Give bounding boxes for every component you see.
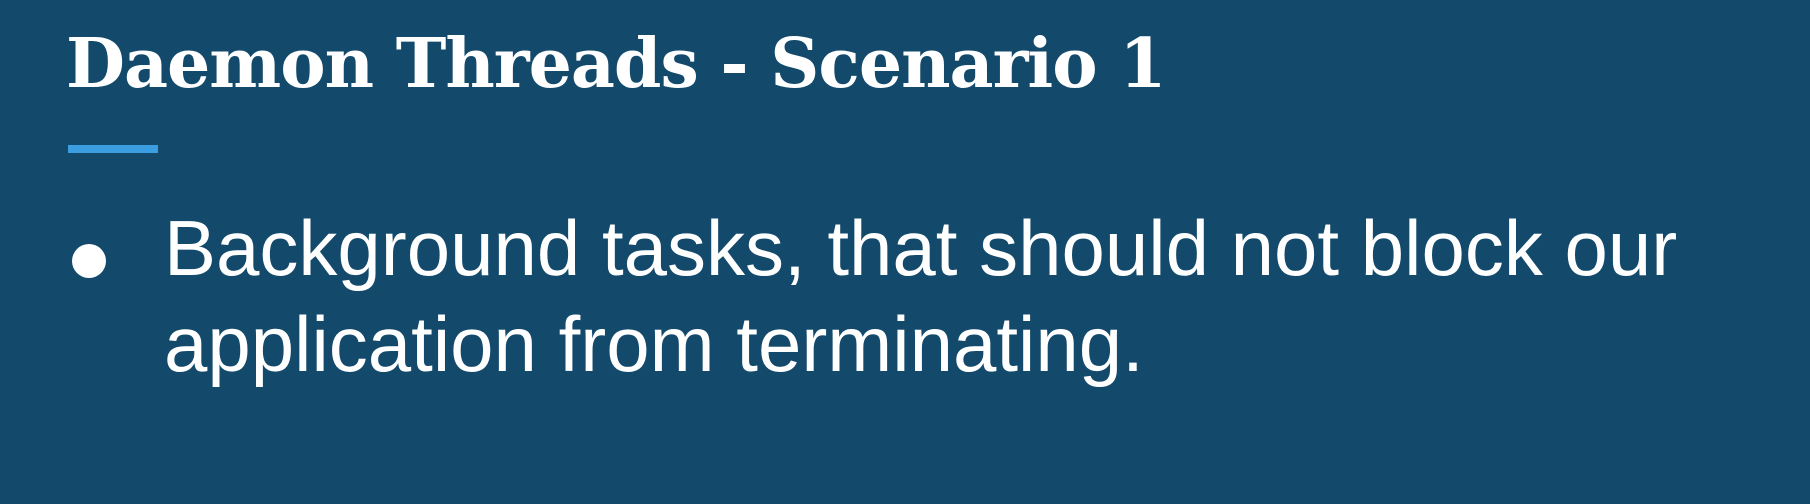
bullet-item [0,200,1784,392]
bullet-dot-icon [72,244,106,278]
bullet-text: Background tasks, that should not block our application from terminating. [164,204,1678,388]
slide-title: Daemon Threads - Scenario 1 [66,24,1166,104]
title-accent-rule [68,145,158,153]
bullet-list [0,200,1784,392]
